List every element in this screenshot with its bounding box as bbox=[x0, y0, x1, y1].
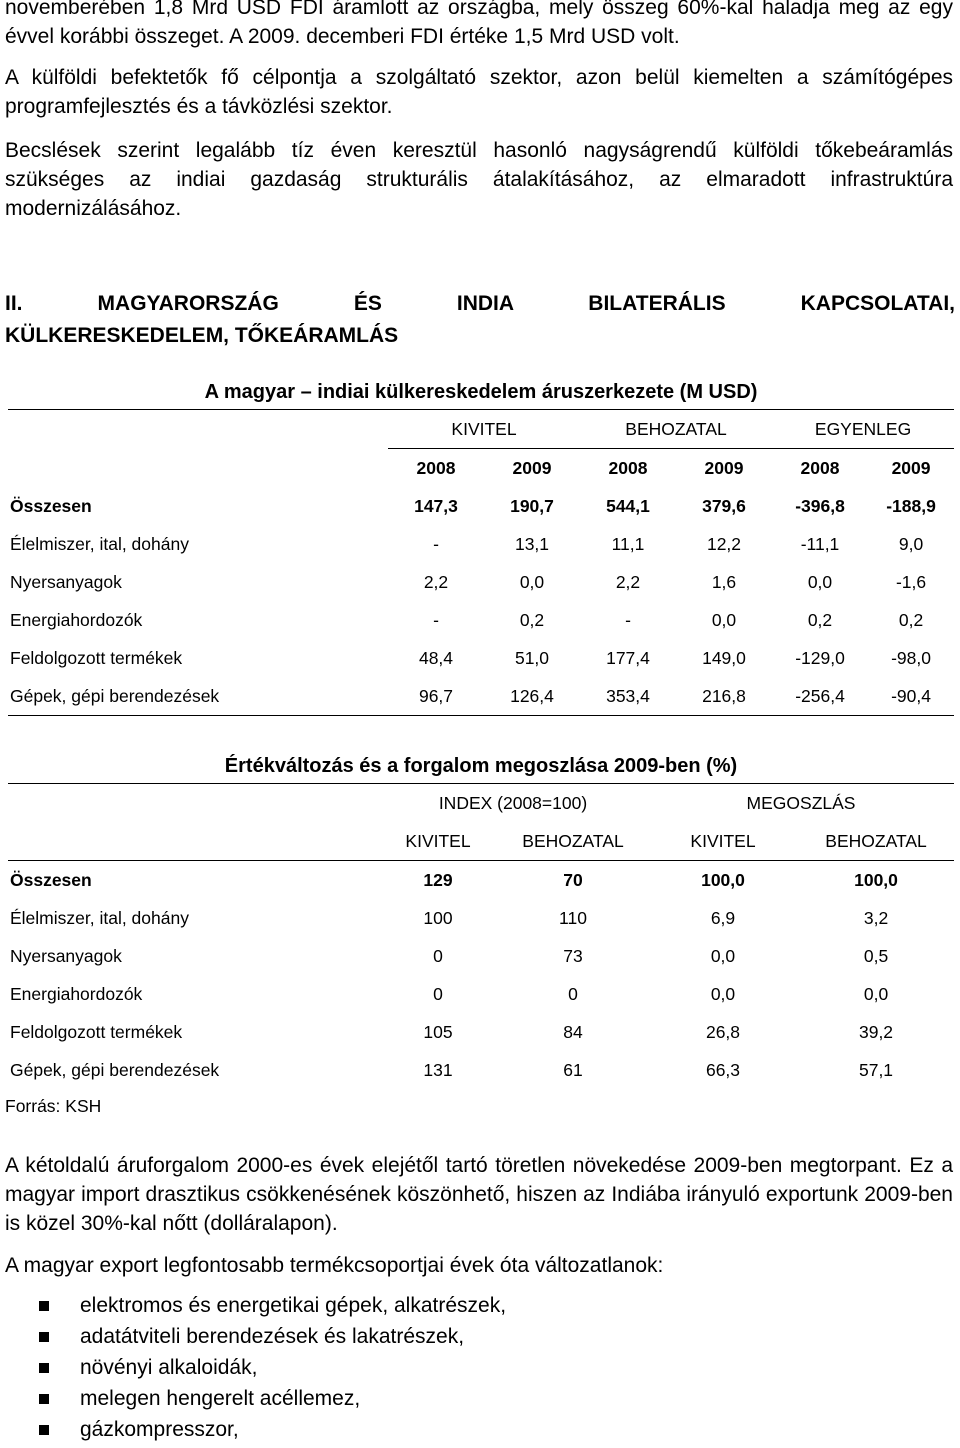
table-cell: 353,4 bbox=[580, 677, 676, 716]
table-cell: 0,0 bbox=[863, 983, 889, 1004]
section-heading bbox=[5, 288, 955, 352]
table-cell: - bbox=[433, 609, 439, 630]
list-item-text: adatátviteli berendezések és lakatrészek, bbox=[80, 1325, 465, 1348]
table-cell: 48,4 bbox=[418, 647, 454, 668]
table-cell: 0,2 bbox=[519, 609, 545, 630]
row-label: Élelmiszer, ital, dohány bbox=[10, 533, 189, 554]
table-cell: 1,6 bbox=[711, 571, 737, 592]
column-header: KIVITEL bbox=[378, 822, 498, 861]
section-heading-line2: KÜLKERESKEDELEM, TŐKEÁRAMLÁS bbox=[5, 324, 399, 347]
paragraph-estimates: Becslések szerint legalább tíz éven keresztül hasonló nagyságrendű külföldi tőkebeáramlás szükséges az indiai gazdaság strukturális átalakításához, az elmaradott infrastruktúra modernizálásához. bbox=[5, 139, 953, 220]
year-header: 2008 bbox=[416, 457, 456, 478]
table-row bbox=[8, 487, 954, 525]
column-group-header: MEGOSZLÁS bbox=[746, 792, 856, 813]
table-title: Értékváltozás és a forgalom megoszlása 2009-ben (%) bbox=[8, 749, 954, 784]
table-cell: -1,6 bbox=[895, 571, 927, 592]
table-row bbox=[8, 563, 954, 601]
square-bullet-icon bbox=[39, 1425, 49, 1435]
table-row bbox=[8, 525, 954, 563]
table-cell: 3,2 bbox=[863, 907, 889, 928]
table-cell: 26,8 bbox=[705, 1021, 741, 1042]
table-cell: 216,8 bbox=[676, 677, 772, 716]
paragraph-trade-growth: A kétoldalú áruforgalom 2000-es évek elejétől tartó töretlen növekedése 2009-ben megtorpant. Ez a magyar import drasztikus csökkenésének köszönhető, hiszen az Indiába irányuló exportunk 2009-ben is közel 30%-kal nőtt (dolláralapon). bbox=[5, 1154, 953, 1235]
column-group-header: INDEX (2008=100) bbox=[438, 792, 588, 813]
table-cell: - bbox=[625, 609, 631, 630]
table-cell: 126,4 bbox=[484, 677, 580, 716]
export-product-list bbox=[0, 1290, 506, 1445]
table-cell: 190,7 bbox=[510, 495, 554, 516]
column-group-header: EGYENLEG bbox=[772, 410, 954, 449]
row-label: Energiahordozók bbox=[10, 609, 143, 630]
year-header: 2009 bbox=[704, 457, 744, 478]
list-item-text: növényi alkaloidák, bbox=[80, 1356, 258, 1379]
table-cell: -90,4 bbox=[868, 677, 954, 716]
table-cell: 0,0 bbox=[710, 983, 736, 1004]
square-bullet-icon bbox=[39, 1301, 49, 1311]
table-cell: 84 bbox=[563, 1021, 583, 1042]
list-item bbox=[0, 1414, 506, 1445]
table-cell: 2,2 bbox=[615, 571, 641, 592]
table-title: A magyar – indiai külkereskedelem áruszerkezete (M USD) bbox=[8, 375, 954, 410]
row-label: Gépek, gépi berendezések bbox=[10, 1059, 220, 1080]
table-cell: 100 bbox=[423, 907, 453, 928]
row-label: Nyersanyagok bbox=[10, 571, 122, 592]
table-cell: 57,1 bbox=[858, 1059, 894, 1080]
column-header: KIVITEL bbox=[648, 822, 798, 861]
column-header: BEHOZATAL bbox=[498, 822, 648, 861]
table-cell: - bbox=[433, 533, 439, 554]
table-cell: 544,1 bbox=[606, 495, 650, 516]
table-cell: 12,2 bbox=[706, 533, 742, 554]
table-cell: 70 bbox=[563, 869, 583, 890]
table-cell: 66,3 bbox=[705, 1059, 741, 1080]
list-item-text: melegen hengerelt acéllemez, bbox=[80, 1387, 361, 1410]
table-cell: 0,0 bbox=[519, 571, 545, 592]
list-item-text: gázkompresszor, bbox=[80, 1418, 239, 1441]
section-heading-line1: II. MAGYARORSZÁG ÉS INDIA BILATERÁLIS KAPCSOLATAI, bbox=[5, 292, 955, 315]
table-cell: 2,2 bbox=[423, 571, 449, 592]
row-label: Feldolgozott termékek bbox=[10, 647, 183, 668]
table-row bbox=[8, 861, 954, 900]
year-header: 2008 bbox=[608, 457, 648, 478]
trade-structure-table bbox=[8, 375, 954, 716]
list-item-text: elektromos és energetikai gépek, alkatrészek, bbox=[80, 1294, 507, 1317]
table-row bbox=[8, 601, 954, 639]
table-cell: 131 bbox=[423, 1059, 453, 1080]
row-label: Összesen bbox=[10, 869, 92, 890]
table-row bbox=[8, 1051, 954, 1089]
table-cell: 0,5 bbox=[863, 945, 889, 966]
table-cell: 0,0 bbox=[807, 571, 833, 592]
table-row bbox=[8, 677, 954, 716]
table-row bbox=[8, 899, 954, 937]
table-cell: 379,6 bbox=[702, 495, 746, 516]
table-cell: 9,0 bbox=[898, 533, 924, 554]
table-cell: -129,0 bbox=[795, 647, 845, 668]
column-header: BEHOZATAL bbox=[798, 822, 954, 861]
table-cell: -256,4 bbox=[772, 677, 868, 716]
row-label: Nyersanyagok bbox=[10, 945, 122, 966]
table-row bbox=[8, 937, 954, 975]
table-cell: -396,8 bbox=[795, 495, 845, 516]
list-item bbox=[0, 1321, 506, 1352]
year-header: 2008 bbox=[800, 457, 840, 478]
table-cell: 0,0 bbox=[710, 945, 736, 966]
table-cell: 0,2 bbox=[807, 609, 833, 630]
table-cell: 11,1 bbox=[611, 533, 645, 554]
table-cell: -98,0 bbox=[891, 647, 931, 668]
table-cell: 177,4 bbox=[606, 647, 650, 668]
table-row bbox=[8, 639, 954, 677]
paragraph-fdi: novemberében 1,8 Mrd USD FDI áramlott az országba, mely összeg 60%-kal haladja meg az egy évvel korábbi összeget. A 2009. decemberi FDI értéke 1,5 Mrd USD volt. bbox=[5, 0, 953, 48]
table-cell: -188,9 bbox=[886, 495, 936, 516]
table-cell: 61 bbox=[563, 1059, 583, 1080]
table-cell: 0 bbox=[433, 983, 443, 1004]
paragraph-target-sectors: A külföldi befektetők fő célpontja a szolgáltató szektor, azon belül kiemelten a számítógépes programfejlesztés és a távközlési szektor. bbox=[5, 66, 953, 118]
row-label: Élelmiszer, ital, dohány bbox=[10, 907, 189, 928]
table-cell: 0 bbox=[568, 983, 578, 1004]
square-bullet-icon bbox=[39, 1394, 49, 1404]
table-cell: 13,1 bbox=[514, 533, 550, 554]
table-cell: 105 bbox=[423, 1021, 453, 1042]
table-cell: 0,0 bbox=[711, 609, 737, 630]
value-change-table bbox=[8, 749, 954, 1089]
list-item bbox=[0, 1290, 506, 1321]
square-bullet-icon bbox=[39, 1332, 49, 1342]
table-cell: 96,7 bbox=[388, 677, 484, 716]
row-label: Energiahordozók bbox=[10, 983, 143, 1004]
table-cell: 6,9 bbox=[710, 907, 736, 928]
table-cell: 73 bbox=[563, 945, 583, 966]
table-row bbox=[8, 1013, 954, 1051]
year-header: 2009 bbox=[891, 457, 931, 478]
table-cell: 39,2 bbox=[858, 1021, 894, 1042]
year-header: 2009 bbox=[512, 457, 552, 478]
table-cell: 129 bbox=[423, 869, 453, 890]
table-cell: 0,2 bbox=[898, 609, 924, 630]
table-cell: 0 bbox=[433, 945, 443, 966]
column-group-header: KIVITEL bbox=[388, 410, 580, 449]
table-cell: 149,0 bbox=[702, 647, 746, 668]
table-cell: 51,0 bbox=[514, 647, 550, 668]
table-cell: 100,0 bbox=[854, 869, 898, 890]
row-label: Összesen bbox=[10, 495, 92, 516]
list-item bbox=[0, 1352, 506, 1383]
source-note: Forrás: KSH bbox=[5, 1096, 102, 1116]
paragraph-export-groups: A magyar export legfontosabb termékcsoportjai évek óta változatlanok: bbox=[5, 1254, 664, 1277]
table-cell: -11,1 bbox=[800, 533, 840, 554]
column-group-header: BEHOZATAL bbox=[580, 410, 772, 449]
table-cell: 100,0 bbox=[701, 869, 745, 890]
table-cell: 110 bbox=[559, 907, 587, 928]
list-item bbox=[0, 1383, 506, 1414]
square-bullet-icon bbox=[39, 1363, 49, 1373]
table-cell: 147,3 bbox=[414, 495, 458, 516]
row-label: Gépek, gépi berendezések bbox=[8, 677, 388, 716]
row-label: Feldolgozott termékek bbox=[10, 1021, 183, 1042]
table-row bbox=[8, 975, 954, 1013]
